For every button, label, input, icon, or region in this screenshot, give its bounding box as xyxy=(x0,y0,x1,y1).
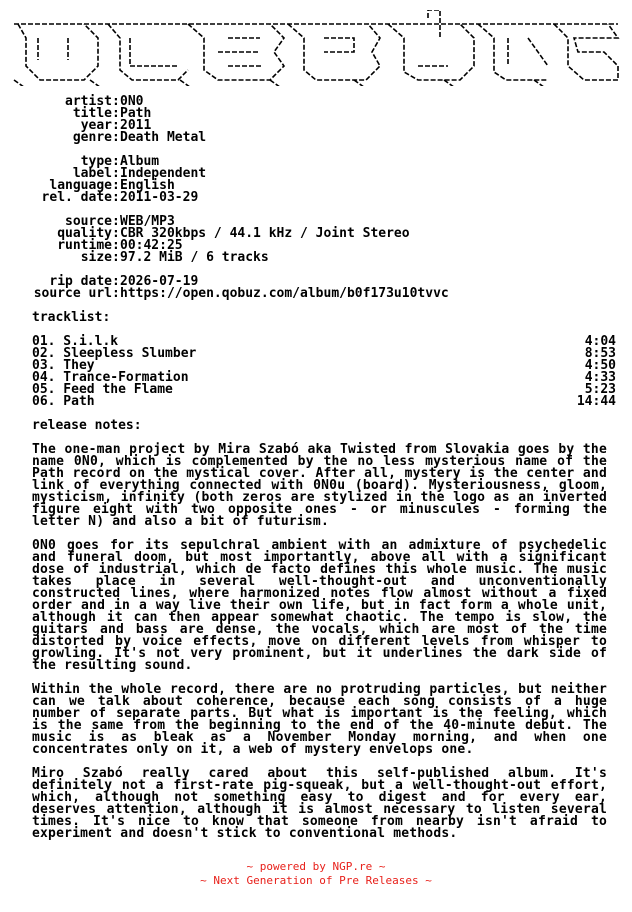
meta-value: English xyxy=(120,178,175,193)
meta-key: rel. date xyxy=(41,190,112,205)
track-row xyxy=(32,396,616,408)
meta-row: genre : Death Metal xyxy=(0,132,632,144)
meta-value: 2011 xyxy=(120,118,152,133)
track-title: 04. Trance-Formation xyxy=(32,370,189,385)
meta-key: size xyxy=(80,250,112,265)
track-title: 03. They xyxy=(32,358,95,373)
track-time: 4:33 xyxy=(584,370,616,385)
meta-value: WEB/MP3 xyxy=(120,214,175,229)
meta-row: label : Independent xyxy=(0,168,632,180)
meta-key: language xyxy=(49,178,112,193)
meta-row: year : 2011 xyxy=(0,120,632,132)
notes-paragraph: Within the whole record, there are no protruding particles, but neither can we talk about coherence, because each song consists of a huge number of separate parts. But what is important is the feeling, which is the same from the beginning to the end of the 40-minute debut. The music is as bleak as a November Monday morning, and when one concentrates only on it, a web of mystery envelops one. xyxy=(32,682,607,757)
notes-paragraph: The one-man project by Mira Szabó aka Twisted from Slovakia goes by the name 0N0, which is complemented by the no less mysterious name of the Path record on the mystical cover. After all, mystery is the center and link of everything connected with 0N0u (board). Mysteriousness, gloom, mysticism, infinity (both zeros are stylized in the logo as an inverted figure eight with two opposite ones - or minuscules - forming the letter N) and also a bit of futurism. xyxy=(32,442,607,529)
meta-row: runtime : 00:42:25 xyxy=(0,240,632,252)
meta-row: rel. date : 2011-03-29 xyxy=(0,192,632,204)
track-title: 01. S.i.l.k xyxy=(32,334,119,349)
meta-key: year xyxy=(80,118,112,133)
track-title: 06. Path xyxy=(32,394,95,409)
track-time: 4:50 xyxy=(584,358,616,373)
meta-key: source url xyxy=(33,286,112,301)
meta-value: 2026-07-19 xyxy=(120,274,199,289)
meta-value: Path xyxy=(120,106,152,121)
tracklist-label: tracklist: xyxy=(32,310,111,325)
meta-value: 0N0 xyxy=(120,94,144,109)
meta-value: Independent xyxy=(120,166,207,181)
notes-paragraph: Miro Szabó really cared about this self-published album. It's definitely not a first-rate pig-squeak, but a well-thought-out effort, which, although not something easy to digest and for every ear, deserves attention, although it is almost necessary to listen several times. It's nice to know that someone from nearby isn't afraid to experiment and doesn't stick to conventional methods. xyxy=(32,766,607,841)
track-time: 4:04 xyxy=(584,334,616,349)
meta-value: 00:42:25 xyxy=(120,238,183,253)
metadata-block xyxy=(0,96,632,300)
meta-value: CBR 320kbps / 44.1 kHz / Joint Stereo xyxy=(120,226,410,241)
meta-value: Death Metal xyxy=(120,130,207,145)
notes-paragraph: 0N0 goes for its sepulchral ambient with an admixture of psychedelic and funeral doom, but most importantly, above all with a significant dose of industrial, which de facto defines this whole music. The music takes place in several well-thought-out and unconventionally constructed lines, where harmonized notes flow almost without a fixed order and in a way live their own life, but in fact form a whole unit, although it can then appear somewhat chaotic. The tempo is slow, the guitars and bass are dense, the vocals, which are most of the time distorted by voice effects, move on different levels from whisper to growling. It's not very prominent, but it underlines the dark side of the resulting sound. xyxy=(32,538,607,673)
footer xyxy=(0,860,632,888)
meta-value: https://open.qobuz.com/album/b0f173u10tvvc xyxy=(120,286,449,301)
meta-key: rip date xyxy=(49,274,112,289)
meta-row: language : English xyxy=(0,180,632,192)
track-time: 14:44 xyxy=(576,394,616,409)
meta-key: title xyxy=(72,106,112,121)
track-row xyxy=(32,348,616,360)
meta-row: size : 97.2 MiB / 6 tracks xyxy=(0,252,632,264)
track-time: 8:53 xyxy=(584,346,616,361)
meta-row: title : Path xyxy=(0,108,632,120)
track-title: 05. Feed the Flame xyxy=(32,382,173,397)
meta-key: type xyxy=(80,154,112,169)
meta-key: quality xyxy=(57,226,112,241)
meta-row: source url : https://open.qobuz.com/album/b0f173u10tvvc xyxy=(0,288,632,300)
footer-line-1[interactable]: ~ powered by NGP.re ~ xyxy=(246,860,386,873)
meta-value: 97.2 MiB / 6 tracks xyxy=(120,250,269,265)
meta-key: genre xyxy=(72,130,112,145)
track-title: 02. Sleepless Slumber xyxy=(32,346,197,361)
meta-value: Album xyxy=(120,154,160,169)
release-notes-label: release notes: xyxy=(32,418,142,433)
meta-value: 2011-03-29 xyxy=(120,190,199,205)
meta-key: artist xyxy=(65,94,112,109)
meta-row: rip date : 2026-07-19 xyxy=(0,276,632,288)
meta-row: source : WEB/MP3 xyxy=(0,216,632,228)
meta-row: quality : CBR 320kbps / 44.1 kHz / Joint Stereo xyxy=(0,228,632,240)
track-row xyxy=(32,384,616,396)
release-notes xyxy=(32,444,607,852)
ascii-logo xyxy=(8,10,624,86)
meta-key: runtime xyxy=(57,238,112,253)
meta-key: source xyxy=(65,214,112,229)
tracklist xyxy=(32,336,616,408)
footer-line-2[interactable]: ~ Next Generation of Pre Releases ~ xyxy=(200,874,432,887)
track-time: 5:23 xyxy=(584,382,616,397)
meta-row: artist : 0N0 xyxy=(0,96,632,108)
meta-row: type : Album xyxy=(0,156,632,168)
meta-key: label xyxy=(72,166,112,181)
